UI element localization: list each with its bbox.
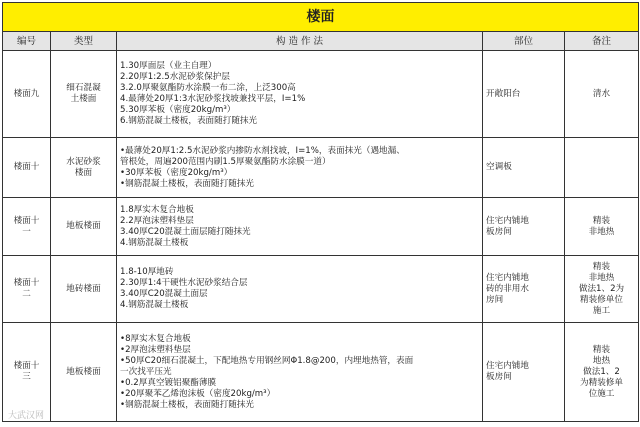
method-line: •50厚C20细石混凝土，下配地热专用钢丝网Φ1.8@200，内埋地热管，表面 xyxy=(120,355,414,366)
method-line: 2.2厚泡沫塑料垫层 xyxy=(120,215,194,226)
row-type: 细石混凝 土楼面 xyxy=(51,51,117,138)
construction-method xyxy=(117,51,483,138)
header-row xyxy=(3,32,639,51)
method-line: •20厚聚苯乙烯泡沫板（密度20kg/m³） xyxy=(120,388,276,399)
header-cell: 部位 xyxy=(483,32,565,51)
method-line: 3.2.0厚聚氨酯防水涂膜一布二涂，上泛300高 xyxy=(120,83,296,93)
row-location: 空调板 xyxy=(483,138,565,198)
method-line: 5.30厚苯板（密度20kg/m³） xyxy=(120,105,236,115)
row-note xyxy=(565,138,639,198)
table-row xyxy=(3,256,639,323)
method-line: 2.20厚1:2.5水泥砂浆保护层 xyxy=(120,72,230,82)
header-cell: 备注 xyxy=(565,32,639,51)
method-line: •钢筋混凝土楼板，表面随打随抹光 xyxy=(120,178,254,189)
method-line: 一次找平压光 xyxy=(120,366,172,377)
method-line: 1.30厚面层（业主自理） xyxy=(120,61,217,71)
row-note: 精装 非地热 做法1、2为 精装修单位 施工 xyxy=(565,256,639,323)
construction-method xyxy=(117,323,483,422)
row-location: 住宅内铺地 砖的非用水 房间 xyxy=(483,256,565,323)
table-row xyxy=(3,51,639,138)
method-line: 管根处，周遍200范围内刷1.5厚聚氨酯防水涂膜一道） xyxy=(120,156,331,167)
page xyxy=(2,2,638,423)
method-line: 2.30厚1:4干硬性水泥砂浆结合层 xyxy=(120,278,248,288)
header-cell: 构 造 作 法 xyxy=(117,32,483,51)
row-type: 地板楼面 xyxy=(51,198,117,256)
row-id: 楼面九 xyxy=(3,51,51,138)
row-type: 地砖楼面 xyxy=(51,256,117,323)
row-id: 楼面十 二 xyxy=(3,256,51,323)
watermark: 大武汉网 xyxy=(8,411,45,421)
row-note: 精装 非地热 xyxy=(565,198,639,256)
method-line: 3.40厚C20混凝土面层随打随抹光 xyxy=(120,226,251,237)
table-row xyxy=(3,138,639,198)
method-line: 3.40厚C20混凝土面层 xyxy=(120,289,208,299)
row-id: 楼面十 一 xyxy=(3,198,51,256)
method-line: 4.钢筋混凝土楼板 xyxy=(120,300,189,310)
row-note: 精装 地热 做法1、2 为精装修单 位施工 xyxy=(565,323,639,422)
header-cell: 编号 xyxy=(3,32,51,51)
method-line: 1.8-10厚地砖 xyxy=(120,267,174,277)
construction-method xyxy=(117,256,483,323)
method-line: •30厚苯板（密度20kg/m³） xyxy=(120,167,233,178)
construction-method xyxy=(117,198,483,256)
method-line: 4.钢筋混凝土楼板 xyxy=(120,237,189,248)
method-line: 6.钢筋混凝土楼板，表面随打随抹光 xyxy=(120,116,258,126)
header-cell: 类型 xyxy=(51,32,117,51)
method-line: 4.最薄处20厚1:3水泥砂浆找坡兼找平层，I=1% xyxy=(120,94,306,104)
row-type: 水泥砂浆 楼面 xyxy=(51,138,117,198)
method-line: •最薄处20厚1:2.5水泥砂浆内掺防水剂找坡，I=1%，表面抹光（遇地漏、 xyxy=(120,145,405,156)
table-row xyxy=(3,323,639,422)
row-note: 清水 xyxy=(565,51,639,138)
method-line: •8厚实木复合地板 xyxy=(120,333,191,344)
row-id: 楼面十 xyxy=(3,138,51,198)
row-location: 开敞阳台 xyxy=(483,51,565,138)
method-line: •2厚泡沫塑料垫层 xyxy=(120,344,191,355)
table-row xyxy=(3,198,639,256)
row-location: 住宅内铺地 板房间 xyxy=(483,198,565,256)
row-id: 楼面十 三 xyxy=(3,323,51,422)
row-location: 住宅内铺地 板房间 xyxy=(483,323,565,422)
method-line: •0.2厚真空镀铝聚酯薄膜 xyxy=(120,377,217,388)
method-line: •钢筋混凝土楼板，表面随打随抹光 xyxy=(120,399,254,410)
construction-method xyxy=(117,138,483,198)
row-type: 地板楼面 xyxy=(51,323,117,422)
method-line: 1.8厚实木复合地板 xyxy=(120,204,194,215)
floor-construction-table xyxy=(2,2,639,422)
table-title: 楼面 xyxy=(3,3,639,32)
